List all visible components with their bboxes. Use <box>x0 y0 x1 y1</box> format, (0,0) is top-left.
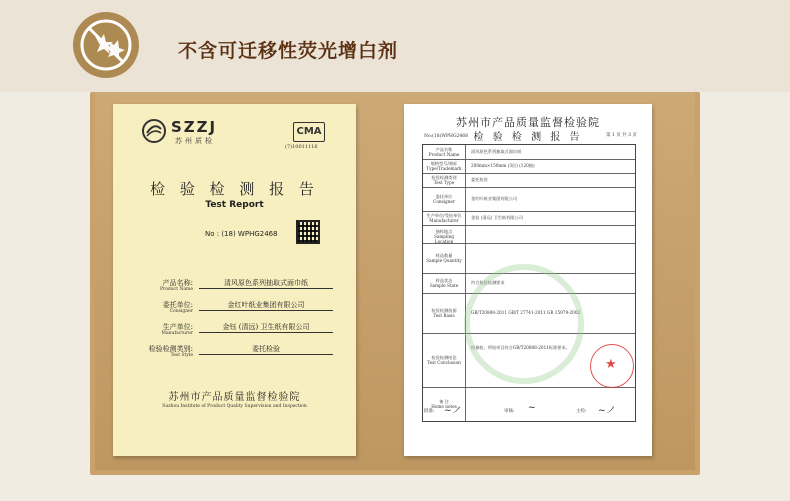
row-label: 检验检测结论 Test Conclusion <box>427 355 461 365</box>
footer-band <box>0 475 790 501</box>
field-label-en: Test Style <box>170 353 193 358</box>
no-fluorescent-icon-graphic <box>73 12 139 78</box>
brand-name: SZZJ <box>171 118 218 136</box>
field-manufacturer <box>113 322 356 342</box>
field-product-name <box>113 278 356 298</box>
row-label: 检验检测依据 Test Basis <box>431 308 457 318</box>
official-stamp <box>590 344 634 388</box>
field-line <box>199 310 333 311</box>
szzj-logo-icon <box>141 118 167 144</box>
field-line <box>199 332 333 333</box>
approver-signature: ~ノ <box>444 406 461 416</box>
cma-mark: CMA <box>293 122 325 142</box>
report-title: 检 验 检 测 报 告 <box>473 132 583 143</box>
row-label: 检验检测类别 Test Type <box>431 175 457 185</box>
row-label: 样品数量 Sample Quantity <box>426 253 462 263</box>
reviewer-signature: ~ <box>528 403 536 413</box>
field-value: 金钰 (清远) 卫生纸有限公司 <box>222 323 310 331</box>
field-line <box>199 288 333 289</box>
row-value: 委托检验 <box>471 177 488 182</box>
table-row <box>423 145 635 160</box>
row-label: 委托单位 Consigner <box>433 194 455 204</box>
report-number: No : (18) WPHG2468 <box>205 230 278 238</box>
field-label: 生产单位: <box>162 323 193 331</box>
table-row <box>423 225 635 244</box>
brand-sub: 苏州质检 <box>175 137 215 145</box>
approver-label: 批准: <box>424 409 435 414</box>
row-label: 样品状态 Sample State <box>429 278 459 288</box>
row-value: 经抽检，所检项目符合GB/T20808-2011标准要求。 <box>471 345 570 350</box>
qr-code <box>296 220 320 244</box>
row-value: 符合检验检测要求 <box>471 280 505 285</box>
report-number: No:(18)WPHG2468 <box>424 134 469 139</box>
row-value: 200mm×150mm (3层) (120抽) <box>471 163 535 168</box>
field-consigner <box>113 300 356 320</box>
table-row <box>423 173 635 188</box>
table-row <box>423 159 635 174</box>
field-label: 检验检测类别: <box>148 345 193 353</box>
issuing-org: 苏州市产品质量监督检验院 <box>168 392 301 403</box>
cover-title: 检 验 检 测 报 告 <box>150 180 319 198</box>
headline: 不含可迁移性荧光增白剂 <box>178 40 399 62</box>
field-label: 委托单位: <box>162 301 193 309</box>
inspector-signature: ~ノ <box>598 406 615 416</box>
field-label: 产品名称: <box>162 279 193 287</box>
row-label: 备 注 Home notes <box>431 399 457 409</box>
field-label-en: Product Name <box>160 287 193 292</box>
star-icon: ★ <box>605 357 617 372</box>
row-label: 抽样地点 Sampling Location <box>433 229 455 244</box>
field-test-style <box>113 344 356 364</box>
cma-sub: (7)10011116 <box>285 144 318 150</box>
row-value: GB/T20808-2011 GB/T 27741-2011 GB 15979-2002 <box>471 310 581 315</box>
field-value: 委托检验 <box>252 345 280 353</box>
field-label-en: Consigner <box>169 309 193 314</box>
page-indicator: 第 1 页 共 3 页 <box>606 133 637 138</box>
issuing-org-en: Suzhou Institute of Product Quality Supervision and Inspection <box>162 404 307 409</box>
row-value: 金钰 (清远) 卫生纸有限公司 <box>471 215 523 220</box>
field-label-en: Manufacturer <box>161 331 193 336</box>
row-label: 产品名称 Product Name <box>428 147 460 157</box>
inspector-label: 主检: <box>576 409 587 414</box>
report-org-title: 苏州市产品质量监督检验院 <box>456 116 600 129</box>
table-row <box>423 211 635 226</box>
report-page <box>404 104 652 456</box>
row-value: 金红叶纸业集团有限公司 <box>471 196 518 201</box>
row-label: 生产单位/受检单位 Manufacturer <box>426 213 462 223</box>
watermark-seal <box>464 264 584 384</box>
table-row <box>423 187 635 212</box>
certificate-cover <box>113 104 356 456</box>
field-value: 清风原色系列抽取式面巾纸 <box>224 279 308 287</box>
row-label: 规格型号/商标 Type/Trademark <box>426 161 462 171</box>
no-fluorescent-icon <box>73 12 139 78</box>
field-value: 金红叶纸业集团有限公司 <box>227 301 305 309</box>
row-value: 清风原色系列抽取式面巾纸 <box>471 149 522 154</box>
reviewer-label: 审核: <box>504 409 515 414</box>
field-line <box>199 354 333 355</box>
cover-title-en: Test Report <box>205 200 264 210</box>
